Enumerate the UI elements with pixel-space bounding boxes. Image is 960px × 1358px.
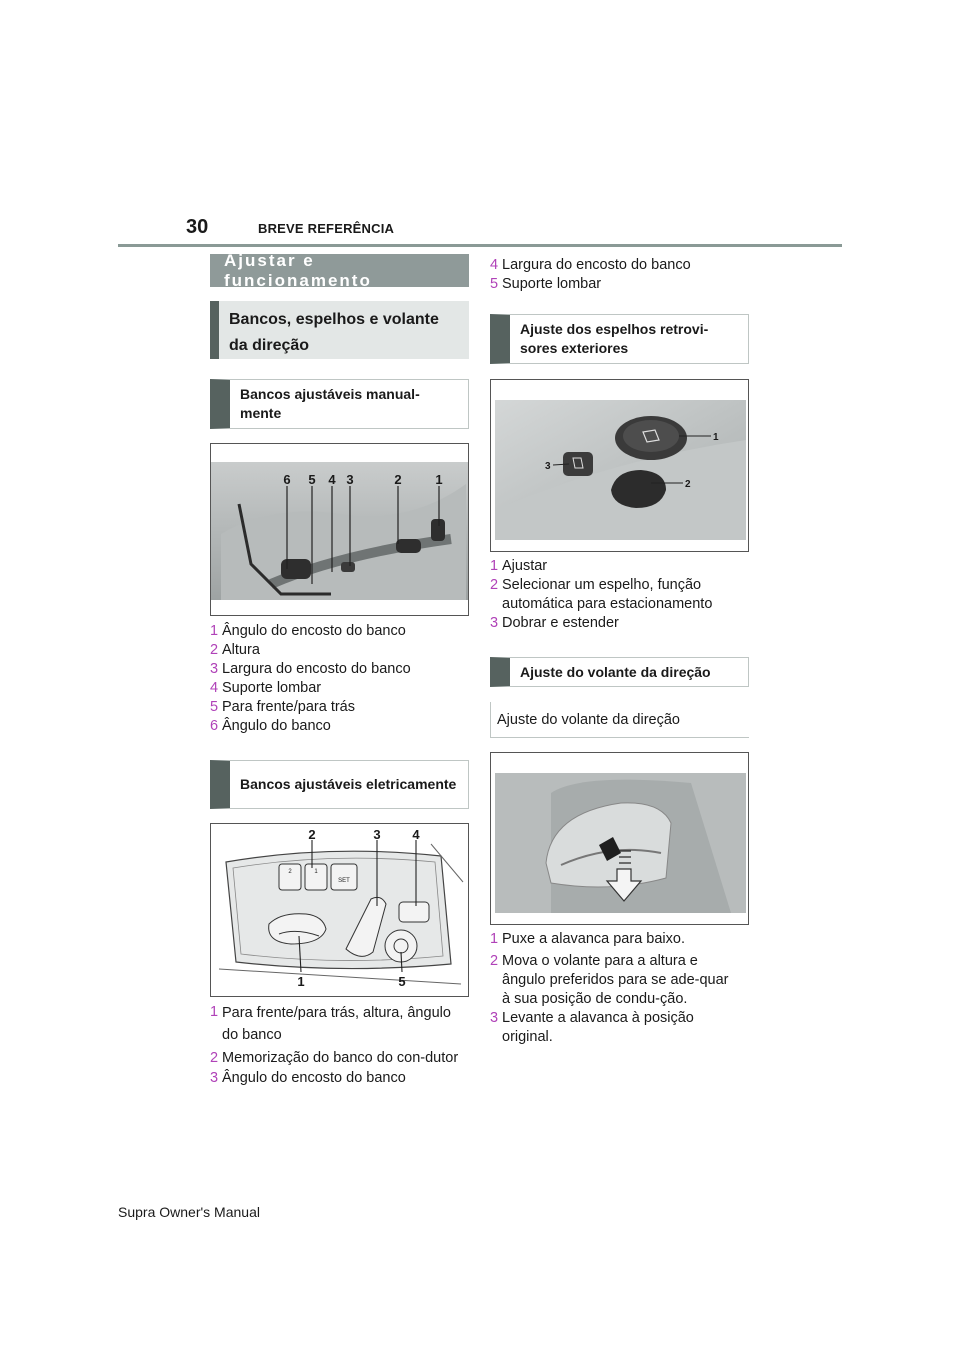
item-number: 1 xyxy=(210,1004,219,1020)
item-number: 6 xyxy=(210,718,219,734)
item-text: Selecionar um espelho, função automática para estacionamento xyxy=(502,577,713,612)
item-text: Altura xyxy=(222,642,260,658)
list-item xyxy=(490,275,749,294)
header-divider xyxy=(118,244,842,247)
item-number: 4 xyxy=(210,680,219,696)
item-text: Para frente/para trás, altura, ângulo do banco xyxy=(222,1005,451,1043)
item-number: 3 xyxy=(490,1010,499,1026)
item-number: 4 xyxy=(490,257,499,273)
manual-seat-list xyxy=(210,622,469,736)
memory-button-1-label: 1 xyxy=(314,869,318,875)
item-text: Levante a alavanca à posição original. xyxy=(502,1010,694,1045)
item-number: 3 xyxy=(210,661,219,677)
item-text: Largura do encosto do banco xyxy=(222,661,411,677)
electric-seats-heading xyxy=(210,760,469,809)
list-item xyxy=(210,698,469,717)
item-text: Dobrar e estender xyxy=(502,615,619,631)
memory-button-2-label: 2 xyxy=(288,869,292,875)
callout-2: 2 xyxy=(685,479,691,490)
callout-4: 4 xyxy=(328,472,336,487)
steering-subheading xyxy=(490,702,749,738)
list-item xyxy=(210,660,469,679)
page-number: 30 xyxy=(186,216,209,238)
list-item xyxy=(210,1002,469,1046)
steering-lever-figure xyxy=(490,752,749,925)
item-number: 5 xyxy=(210,699,219,715)
list-item xyxy=(490,930,749,949)
steering-heading-text: Ajuste do volante da direção xyxy=(520,663,711,680)
item-number: 5 xyxy=(490,276,499,292)
manual-seat-illustration xyxy=(211,444,469,616)
item-number: 1 xyxy=(490,931,499,947)
item-number: 1 xyxy=(490,558,499,574)
callout-3: 3 xyxy=(346,472,354,487)
electric-seat-list xyxy=(210,1002,469,1088)
list-item xyxy=(210,1048,469,1068)
item-text: Ajustar xyxy=(502,558,548,574)
mirrors-heading-text: Ajuste dos espelhos retrovi-sores exteriores xyxy=(520,321,709,356)
chapter-banner-text: Ajustar e funcionamento xyxy=(224,250,372,290)
mirror-control-figure xyxy=(490,379,749,552)
chapter-banner xyxy=(210,250,469,290)
set-button-label: SET xyxy=(338,878,350,884)
list-item xyxy=(490,576,749,614)
mirror-control-illustration xyxy=(491,380,749,552)
list-item xyxy=(210,717,469,736)
manual-seats-heading xyxy=(210,379,469,429)
item-number: 1 xyxy=(210,623,219,639)
item-text: Largura do encosto do banco xyxy=(502,257,691,273)
mirrors-heading xyxy=(490,314,749,364)
callout-2: 2 xyxy=(394,472,402,487)
steering-subheading-text: Ajuste do volante da direção xyxy=(497,712,680,728)
item-text: Para frente/para trás xyxy=(222,699,355,715)
steering-heading xyxy=(490,657,749,687)
mirror-list xyxy=(490,557,749,633)
callout-3: 3 xyxy=(373,827,381,842)
electric-seats-heading-text: Bancos ajustáveis eletricamente xyxy=(240,776,457,792)
item-number: 2 xyxy=(210,642,219,658)
item-text: Mova o volante para a altura e ângulo preferidos para se ade-quar à sua posição de condu-ção. xyxy=(502,953,729,1007)
item-number: 3 xyxy=(490,615,499,631)
list-item xyxy=(210,622,469,641)
item-text: Suporte lombar xyxy=(222,680,322,696)
subsection-heading xyxy=(210,301,469,359)
electric-seat-figure xyxy=(210,823,469,997)
item-number: 2 xyxy=(490,577,499,593)
list-item xyxy=(490,1009,749,1047)
section-title: BREVE REFERÊNCIA xyxy=(258,221,395,236)
callout-5: 5 xyxy=(398,974,406,989)
steering-lever-illustration xyxy=(491,753,749,925)
list-item xyxy=(210,679,469,698)
item-text: Suporte lombar xyxy=(502,276,602,292)
list-item xyxy=(490,256,749,275)
manual-seats-heading-text: Bancos ajustáveis manual-mente xyxy=(240,386,420,421)
electric-seat-list-continued xyxy=(490,256,749,294)
callout-1: 1 xyxy=(713,432,719,443)
list-item xyxy=(490,952,749,1009)
footer-text: Supra Owner's Manual xyxy=(118,1204,260,1220)
callout-5: 5 xyxy=(308,472,316,487)
item-text: Memorização do banco do con-dutor xyxy=(222,1050,459,1066)
electric-seat-illustration xyxy=(211,824,469,997)
item-text: Ângulo do encosto do banco xyxy=(222,1070,406,1086)
list-item xyxy=(210,1068,469,1088)
callout-2: 2 xyxy=(308,827,316,842)
item-text: Puxe a alavanca para baixo. xyxy=(502,931,685,947)
callout-3: 3 xyxy=(545,461,551,472)
callout-6: 6 xyxy=(283,472,291,487)
manual-seat-figure xyxy=(210,443,469,616)
list-item xyxy=(210,641,469,660)
item-number: 3 xyxy=(210,1070,219,1086)
callout-1: 1 xyxy=(435,472,443,487)
item-number: 2 xyxy=(210,1050,219,1066)
steering-list xyxy=(490,930,749,1047)
callout-1: 1 xyxy=(297,974,305,989)
list-item xyxy=(490,614,749,633)
callout-4: 4 xyxy=(412,827,420,842)
item-text: Ângulo do banco xyxy=(222,718,331,734)
subsection-heading-text: Bancos, espelhos e volante da direção xyxy=(229,311,439,354)
item-text: Ângulo do encosto do banco xyxy=(222,623,406,639)
item-number: 2 xyxy=(490,953,499,969)
list-item xyxy=(490,557,749,576)
